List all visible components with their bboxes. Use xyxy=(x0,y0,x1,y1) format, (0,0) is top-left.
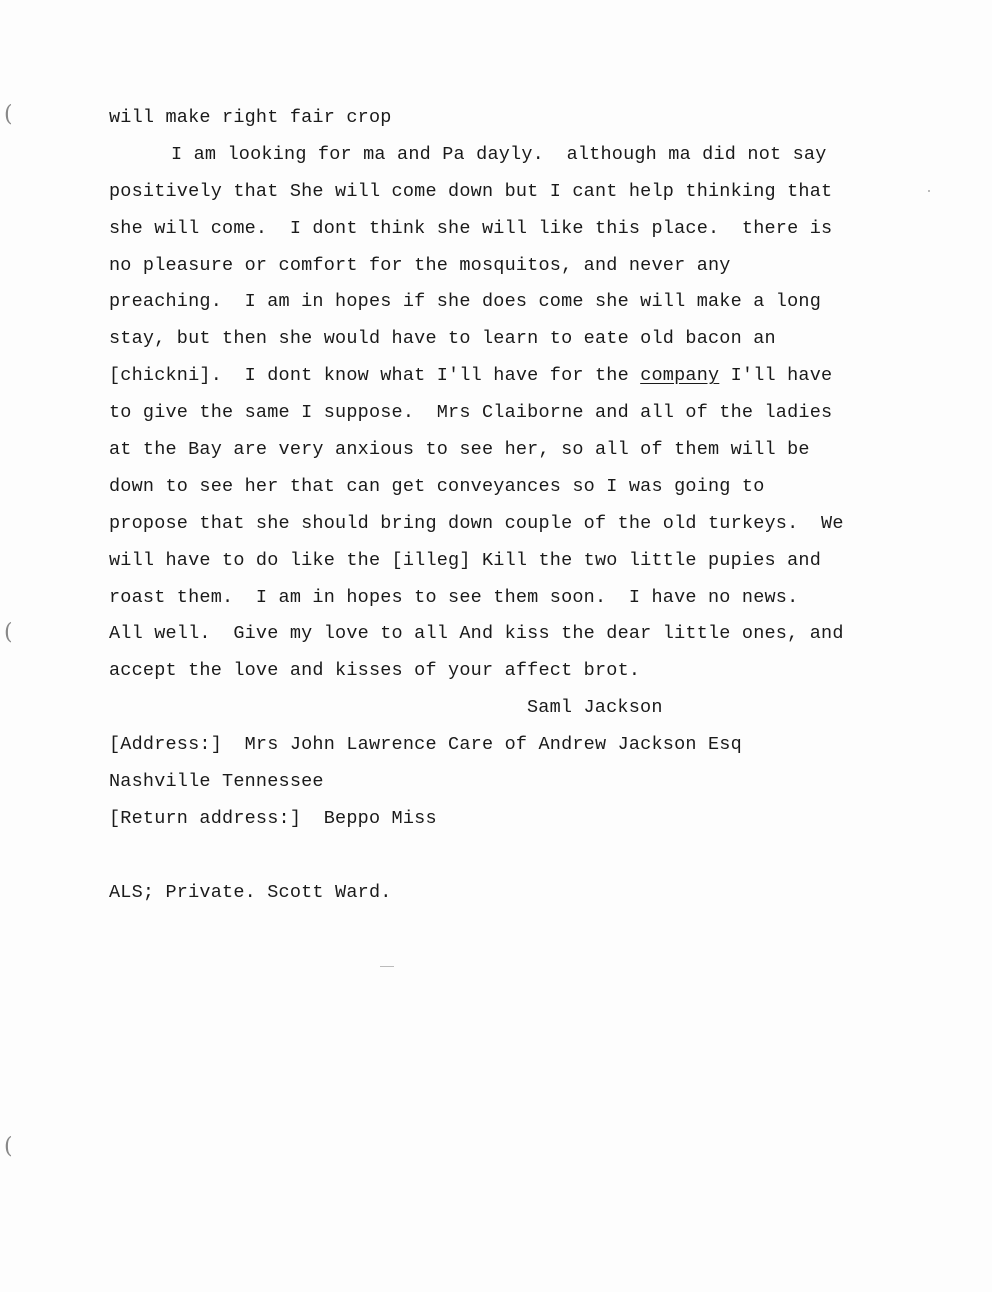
scan-speck xyxy=(928,190,930,192)
letter-line xyxy=(109,358,909,395)
punch-hole-mark-middle: ( xyxy=(4,620,13,645)
punch-hole-mark-bottom: ( xyxy=(4,1134,13,1159)
letter-line: will make right fair crop xyxy=(109,107,392,128)
letter-line: All well. Give my love to all And kiss the dear little ones, and xyxy=(109,623,844,645)
address-line: [Address:] Mrs John Lawrence Care of Andrew Jackson Esq xyxy=(109,734,742,756)
signature: Saml Jackson xyxy=(527,697,663,719)
blank-line xyxy=(109,838,909,875)
letter-line: to give the same I suppose. Mrs Claiborne and all of the ladies xyxy=(109,402,833,424)
letter-line: down to see her that can get conveyances so I was going to xyxy=(109,475,765,497)
letter-line: roast them. I am in hopes to see them soon. I have no news. xyxy=(109,586,799,608)
letter-line: propose that she should bring down couple of the old turkeys. We xyxy=(109,512,844,534)
letter-body xyxy=(109,100,909,912)
letter-line: no pleasure or comfort for the mosquitos, and never any xyxy=(109,254,731,276)
letter-line: stay, but then she would have to learn to eate old bacon an xyxy=(109,328,776,350)
letter-text: I'll have xyxy=(719,365,833,387)
letter-line: she will come. I dont think she will like this place. there is xyxy=(109,217,833,239)
source-note: ALS; Private. Scott Ward. xyxy=(109,881,392,903)
punch-hole-mark-top: ( xyxy=(4,102,13,127)
letter-line: preaching. I am in hopes if she does come she will make a long xyxy=(109,291,822,313)
letter-line: at the Bay are very anxious to see her, so all of them will be xyxy=(109,439,810,461)
letter-line: I am looking for ma and Pa dayly. although ma did not say xyxy=(171,143,827,165)
letter-line: positively that She will come down but I cant help thinking that xyxy=(109,180,833,202)
letter-line: accept the love and kisses of your affect brot. xyxy=(109,660,641,682)
scan-speck xyxy=(380,966,394,967)
return-address: [Return address:] Beppo Miss xyxy=(109,807,437,829)
underlined-word: company xyxy=(640,365,720,387)
address-line: Nashville Tennessee xyxy=(109,771,324,793)
letter-line: will have to do like the [illeg] Kill the two little pupies and xyxy=(109,549,822,571)
letter-text: [chickni]. I dont know what I'll have for the xyxy=(109,365,641,387)
